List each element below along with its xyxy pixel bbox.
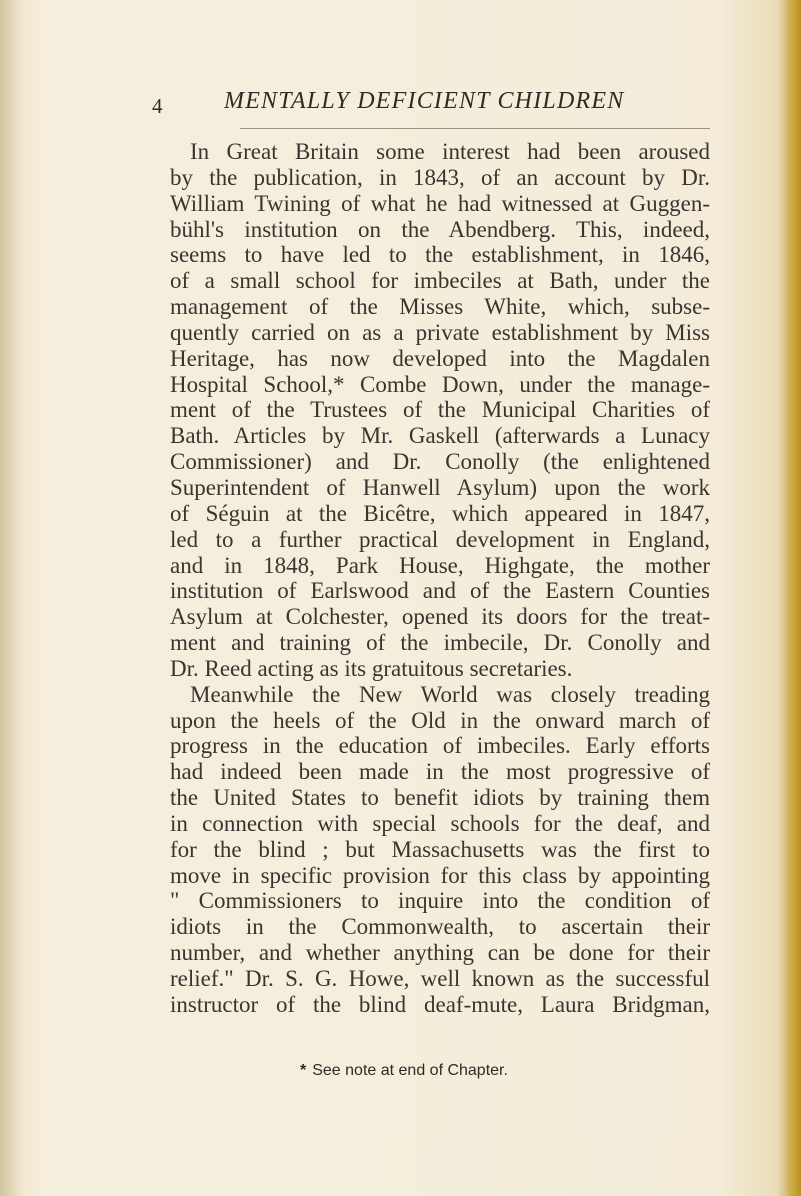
text-line: had indeed been made in the most progressive of (170, 759, 710, 785)
page-gutter-shadow (0, 0, 22, 1196)
text-line: upon the heels of the Old in the onward march of (170, 707, 710, 733)
text-line: of Séguin at the Bicêtre, which appeared in 1847, (170, 500, 710, 526)
text-line: instructor of the blind deaf-mute, Laura Bridgman, (170, 991, 710, 1017)
text-line: and in 1848, Park House, Highgate, the mother (170, 552, 710, 578)
page-number: 4 (152, 94, 163, 118)
text-line: quently carried on as a private establishment by Miss (170, 319, 710, 345)
text-line: by the publication, in 1843, of an account by Dr. (170, 164, 710, 190)
footnote (300, 1062, 508, 1080)
text-line: Meanwhile the New World was closely treading (190, 681, 710, 707)
text-line: idiots in the Commonwealth, to ascertain their (170, 914, 710, 940)
text-line: Hospital School,* Combe Down, under the manage- (170, 371, 710, 397)
text-line: the United States to benefit idiots by training them (170, 785, 710, 811)
page-edge (787, 0, 801, 1196)
text-line: progress in the education of imbeciles. Early efforts (170, 733, 710, 759)
text-line: for the blind ; but Massachusetts was the first to (170, 836, 710, 862)
footnote-marker: * (300, 1062, 307, 1079)
footnote-text: See note at end of Chapter. (312, 1062, 508, 1079)
text-line: institution of Earlswood and of the Eastern Counties (170, 578, 710, 604)
header-rule (240, 128, 710, 129)
text-line: Bath. Articles by Mr. Gaskell (afterwards a Lunacy (170, 423, 710, 449)
body-text (170, 139, 710, 1018)
running-head: MENTALLY DEFICIENT CHILDREN (224, 88, 625, 114)
text-line: bühl's institution on the Abendberg. This, indeed, (170, 216, 710, 242)
text-line: In Great Britain some interest had been aroused (190, 139, 710, 164)
text-line: ment and training of the imbecile, Dr. Conolly and (170, 630, 710, 656)
text-line: Dr. Reed acting as its gratuitous secretaries. (170, 655, 573, 681)
text-line: William Twining of what he had witnessed at Guggen- (170, 190, 710, 216)
text-line: management of the Misses White, which, subse- (170, 294, 710, 320)
text-line: Commissioner) and Dr. Conolly (the enlightened (170, 449, 710, 475)
text-line: ment of the Trustees of the Municipal Charities of (170, 397, 710, 423)
text-line: Asylum at Colchester, opened its doors for the treat- (170, 604, 710, 630)
text-line: " Commissioners to inquire into the condition of (170, 888, 710, 914)
text-line: seems to have led to the establishment, in 1846, (170, 242, 710, 268)
text-line: move in specific provision for this class by appointing (170, 862, 710, 888)
text-line: Heritage, has now developed into the Magdalen (170, 345, 710, 371)
text-line: number, and whether anything can be done for their (170, 940, 710, 966)
page-header (152, 88, 712, 128)
text-line: led to a further practical development in England, (170, 526, 710, 552)
text-line: relief." Dr. S. G. Howe, well known as the successful (170, 966, 710, 991)
text-line: Superintendent of Hanwell Asylum) upon the work (170, 474, 710, 500)
text-line: in connection with special schools for the deaf, and (170, 810, 710, 836)
text-line: of a small school for imbeciles at Bath, under the (170, 268, 710, 294)
